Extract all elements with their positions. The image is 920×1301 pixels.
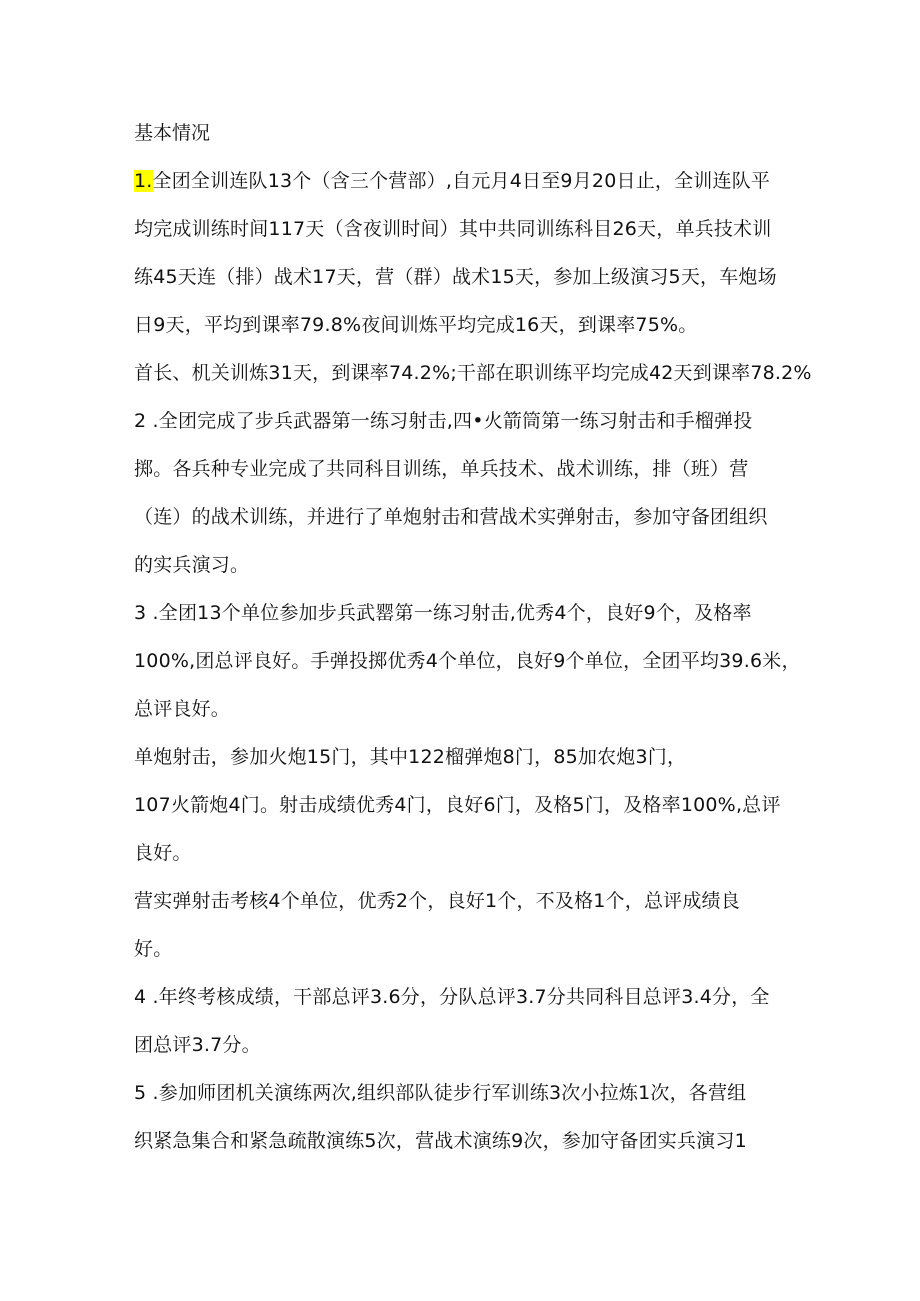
section-heading: 基本情况 [134,122,211,144]
paragraph-line: （连）的战术训练，并进行了单炮射击和营战术实弹射击，参加守备团组织 [134,506,768,528]
paragraph-line: 100%,团总评良好。手弹投掷优秀4个单位，良好9个单位，全团平均39.6米， [134,650,801,672]
paragraph-line: 均完成训练时间117天（含夜训时间）其中共同训练科目26天，单兵技术训 [134,218,772,240]
paragraph-line: 营实弹射击考核4个单位，优秀2个，良好1个，不及格1个，总评成绩良 [134,890,740,912]
line-text: 全团全训连队13个（含三个营部）,自元月4日至9月20日止，全训连队平 [152,170,771,192]
paragraph-line: 日9天，平均到课率79.8%夜间训炼平均完成16天，到课率75%。 [134,314,698,336]
paragraph-line: 的实兵演习。 [134,554,250,576]
paragraph-line: 5 .参加师团机关演练两次,组织部队徒步行军训练3次小拉炼1次，各营组 [134,1082,747,1104]
paragraph-line: 好。 [134,938,173,960]
paragraph-line: 总评良好。 [134,698,231,720]
paragraph-line: 107火箭炮4门。射击成绩优秀4门，良好6门，及格5门，及格率100%,总评 [134,794,781,816]
paragraph-line [134,168,770,194]
paragraph-line: 2 .全团完成了步兵武器第一练习射击,四•火箭筒第一练习射击和手榴弹投 [134,410,753,432]
paragraph-line: 首长、机关训炼31天，到课率74.2%;干部在职训练平均完成42天到课率78.2% [134,362,812,384]
highlighted-marker: 1. [134,170,153,192]
paragraph-line: 4 .年终考核成绩，干部总评3.6分，分队总评3.7分共同科目总评3.4分，全 [134,986,770,1008]
paragraph-line: 织紧急集合和紧急疏散演练5次，营战术演练9次，参加守备团实兵演习1 [134,1130,747,1152]
paragraph-line: 单炮射击，参加火炮15门，其中122榴弹炮8门，85加农炮3门， [134,746,687,768]
paragraph-line: 掷。各兵种专业完成了共同科目训练，单兵技术、战术训练，排（班）营 [134,458,749,480]
paragraph-line: 3 .全团13个单位参加步兵武罂第一练习射击,优秀4个，良好9个，及格率 [134,602,752,624]
paragraph-line: 良好。 [134,842,192,864]
paragraph-line: 团总评3.7分。 [134,1034,261,1056]
paragraph-line: 练45天连（排）战术17天，营（群）战术15天，参加上级演习5天，车炮场 [134,266,777,288]
